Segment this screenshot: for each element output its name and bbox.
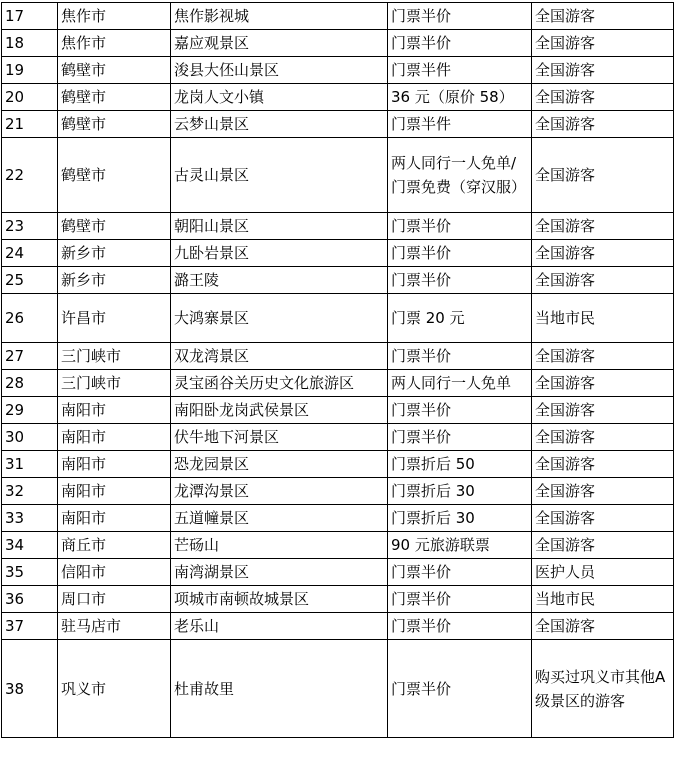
cell-eligible-visitors: 全国游客: [532, 451, 674, 478]
cell-offer: 门票半价: [388, 397, 532, 424]
cell-eligible-visitors: 全国游客: [532, 267, 674, 294]
table-row: [2, 586, 674, 613]
table-row: [2, 559, 674, 586]
cell-eligible-visitors: 购买过巩义市其他A级景区的游客: [532, 640, 674, 738]
scenic-discount-table: [1, 2, 674, 738]
cell-city: 巩义市: [58, 640, 171, 738]
cell-scenic-site: 南湾湖景区: [171, 559, 388, 586]
cell-offer: 门票折后 50: [388, 451, 532, 478]
cell-offer: 门票半价: [388, 30, 532, 57]
cell-city: 商丘市: [58, 532, 171, 559]
cell-city: 南阳市: [58, 424, 171, 451]
cell-scenic-site: 九卧岩景区: [171, 240, 388, 267]
cell-city: 焦作市: [58, 30, 171, 57]
table-row: [2, 84, 674, 111]
cell-offer: 门票半价: [388, 240, 532, 267]
cell-eligible-visitors: 全国游客: [532, 213, 674, 240]
table-row: [2, 111, 674, 138]
cell-city: 南阳市: [58, 505, 171, 532]
cell-city: 南阳市: [58, 478, 171, 505]
cell-number: 22: [2, 138, 58, 213]
table-row: [2, 424, 674, 451]
cell-eligible-visitors: 当地市民: [532, 586, 674, 613]
cell-number: 35: [2, 559, 58, 586]
cell-scenic-site: 龙岗人文小镇: [171, 84, 388, 111]
cell-city: 焦作市: [58, 3, 171, 30]
cell-eligible-visitors: 全国游客: [532, 3, 674, 30]
cell-eligible-visitors: 医护人员: [532, 559, 674, 586]
table-row: [2, 613, 674, 640]
cell-number: 32: [2, 478, 58, 505]
cell-city: 三门峡市: [58, 370, 171, 397]
cell-number: 38: [2, 640, 58, 738]
cell-scenic-site: 潞王陵: [171, 267, 388, 294]
cell-scenic-site: 恐龙园景区: [171, 451, 388, 478]
table-row: [2, 240, 674, 267]
cell-eligible-visitors: 全国游客: [532, 138, 674, 213]
cell-eligible-visitors: 全国游客: [532, 84, 674, 111]
cell-number: 31: [2, 451, 58, 478]
cell-city: 南阳市: [58, 451, 171, 478]
cell-scenic-site: 伏牛地下河景区: [171, 424, 388, 451]
cell-offer: 门票半件: [388, 111, 532, 138]
table-row: [2, 138, 674, 213]
cell-scenic-site: 大鸿寨景区: [171, 294, 388, 343]
cell-offer: 36 元（原价 58）: [388, 84, 532, 111]
cell-scenic-site: 芒砀山: [171, 532, 388, 559]
cell-eligible-visitors: 全国游客: [532, 478, 674, 505]
table-row: [2, 294, 674, 343]
cell-eligible-visitors: 全国游客: [532, 505, 674, 532]
cell-city: 三门峡市: [58, 343, 171, 370]
table-row: [2, 370, 674, 397]
cell-offer: 90 元旅游联票: [388, 532, 532, 559]
cell-number: 36: [2, 586, 58, 613]
cell-offer: 门票折后 30: [388, 505, 532, 532]
cell-city: 许昌市: [58, 294, 171, 343]
cell-eligible-visitors: 全国游客: [532, 30, 674, 57]
cell-city: 鹤壁市: [58, 213, 171, 240]
cell-number: 30: [2, 424, 58, 451]
cell-scenic-site: 嘉应观景区: [171, 30, 388, 57]
table-row: [2, 267, 674, 294]
cell-offer: 门票半价: [388, 586, 532, 613]
cell-number: 28: [2, 370, 58, 397]
cell-scenic-site: 项城市南顿故城景区: [171, 586, 388, 613]
cell-city: 鹤壁市: [58, 111, 171, 138]
table-row: [2, 397, 674, 424]
cell-scenic-site: 双龙湾景区: [171, 343, 388, 370]
cell-number: 24: [2, 240, 58, 267]
cell-number: 20: [2, 84, 58, 111]
cell-city: 鹤壁市: [58, 84, 171, 111]
cell-city: 驻马店市: [58, 613, 171, 640]
cell-number: 27: [2, 343, 58, 370]
table-row: [2, 640, 674, 738]
cell-scenic-site: 焦作影视城: [171, 3, 388, 30]
cell-offer: 门票半价: [388, 424, 532, 451]
cell-city: 周口市: [58, 586, 171, 613]
cell-offer: 门票半价: [388, 267, 532, 294]
cell-city: 新乡市: [58, 267, 171, 294]
cell-scenic-site: 五道幢景区: [171, 505, 388, 532]
table-row: [2, 30, 674, 57]
cell-eligible-visitors: 全国游客: [532, 532, 674, 559]
cell-scenic-site: 南阳卧龙岗武侯景区: [171, 397, 388, 424]
cell-scenic-site: 杜甫故里: [171, 640, 388, 738]
cell-offer: 两人同行一人免单: [388, 370, 532, 397]
cell-eligible-visitors: 全国游客: [532, 240, 674, 267]
cell-offer: 门票半价: [388, 613, 532, 640]
table-body: [2, 3, 674, 738]
cell-eligible-visitors: 全国游客: [532, 397, 674, 424]
cell-city: 鹤壁市: [58, 138, 171, 213]
table-row: [2, 213, 674, 240]
cell-offer: 门票半价: [388, 343, 532, 370]
cell-scenic-site: 云梦山景区: [171, 111, 388, 138]
cell-number: 25: [2, 267, 58, 294]
cell-offer: 门票半价: [388, 3, 532, 30]
cell-number: 18: [2, 30, 58, 57]
cell-scenic-site: 灵宝函谷关历史文化旅游区: [171, 370, 388, 397]
cell-number: 37: [2, 613, 58, 640]
cell-scenic-site: 老乐山: [171, 613, 388, 640]
cell-scenic-site: 古灵山景区: [171, 138, 388, 213]
cell-scenic-site: 龙潭沟景区: [171, 478, 388, 505]
cell-eligible-visitors: 当地市民: [532, 294, 674, 343]
cell-eligible-visitors: 全国游客: [532, 424, 674, 451]
cell-number: 17: [2, 3, 58, 30]
table-row: [2, 478, 674, 505]
cell-number: 19: [2, 57, 58, 84]
table-row: [2, 505, 674, 532]
table-row: [2, 451, 674, 478]
cell-offer: 门票半件: [388, 57, 532, 84]
cell-city: 鹤壁市: [58, 57, 171, 84]
table-row: [2, 3, 674, 30]
cell-offer: 门票半价: [388, 213, 532, 240]
cell-eligible-visitors: 全国游客: [532, 370, 674, 397]
cell-offer: 门票半价: [388, 640, 532, 738]
cell-number: 29: [2, 397, 58, 424]
cell-eligible-visitors: 全国游客: [532, 57, 674, 84]
cell-number: 23: [2, 213, 58, 240]
table-row: [2, 532, 674, 559]
cell-number: 21: [2, 111, 58, 138]
cell-offer: 门票半价: [388, 559, 532, 586]
cell-number: 34: [2, 532, 58, 559]
cell-city: 南阳市: [58, 397, 171, 424]
cell-city: 信阳市: [58, 559, 171, 586]
cell-eligible-visitors: 全国游客: [532, 111, 674, 138]
cell-scenic-site: 浚县大伾山景区: [171, 57, 388, 84]
cell-number: 33: [2, 505, 58, 532]
cell-number: 26: [2, 294, 58, 343]
cell-scenic-site: 朝阳山景区: [171, 213, 388, 240]
cell-city: 新乡市: [58, 240, 171, 267]
table-row: [2, 343, 674, 370]
cell-offer: 两人同行一人免单/门票免费（穿汉服）: [388, 138, 532, 213]
cell-offer: 门票 20 元: [388, 294, 532, 343]
cell-eligible-visitors: 全国游客: [532, 343, 674, 370]
table-row: [2, 57, 674, 84]
cell-eligible-visitors: 全国游客: [532, 613, 674, 640]
cell-offer: 门票折后 30: [388, 478, 532, 505]
